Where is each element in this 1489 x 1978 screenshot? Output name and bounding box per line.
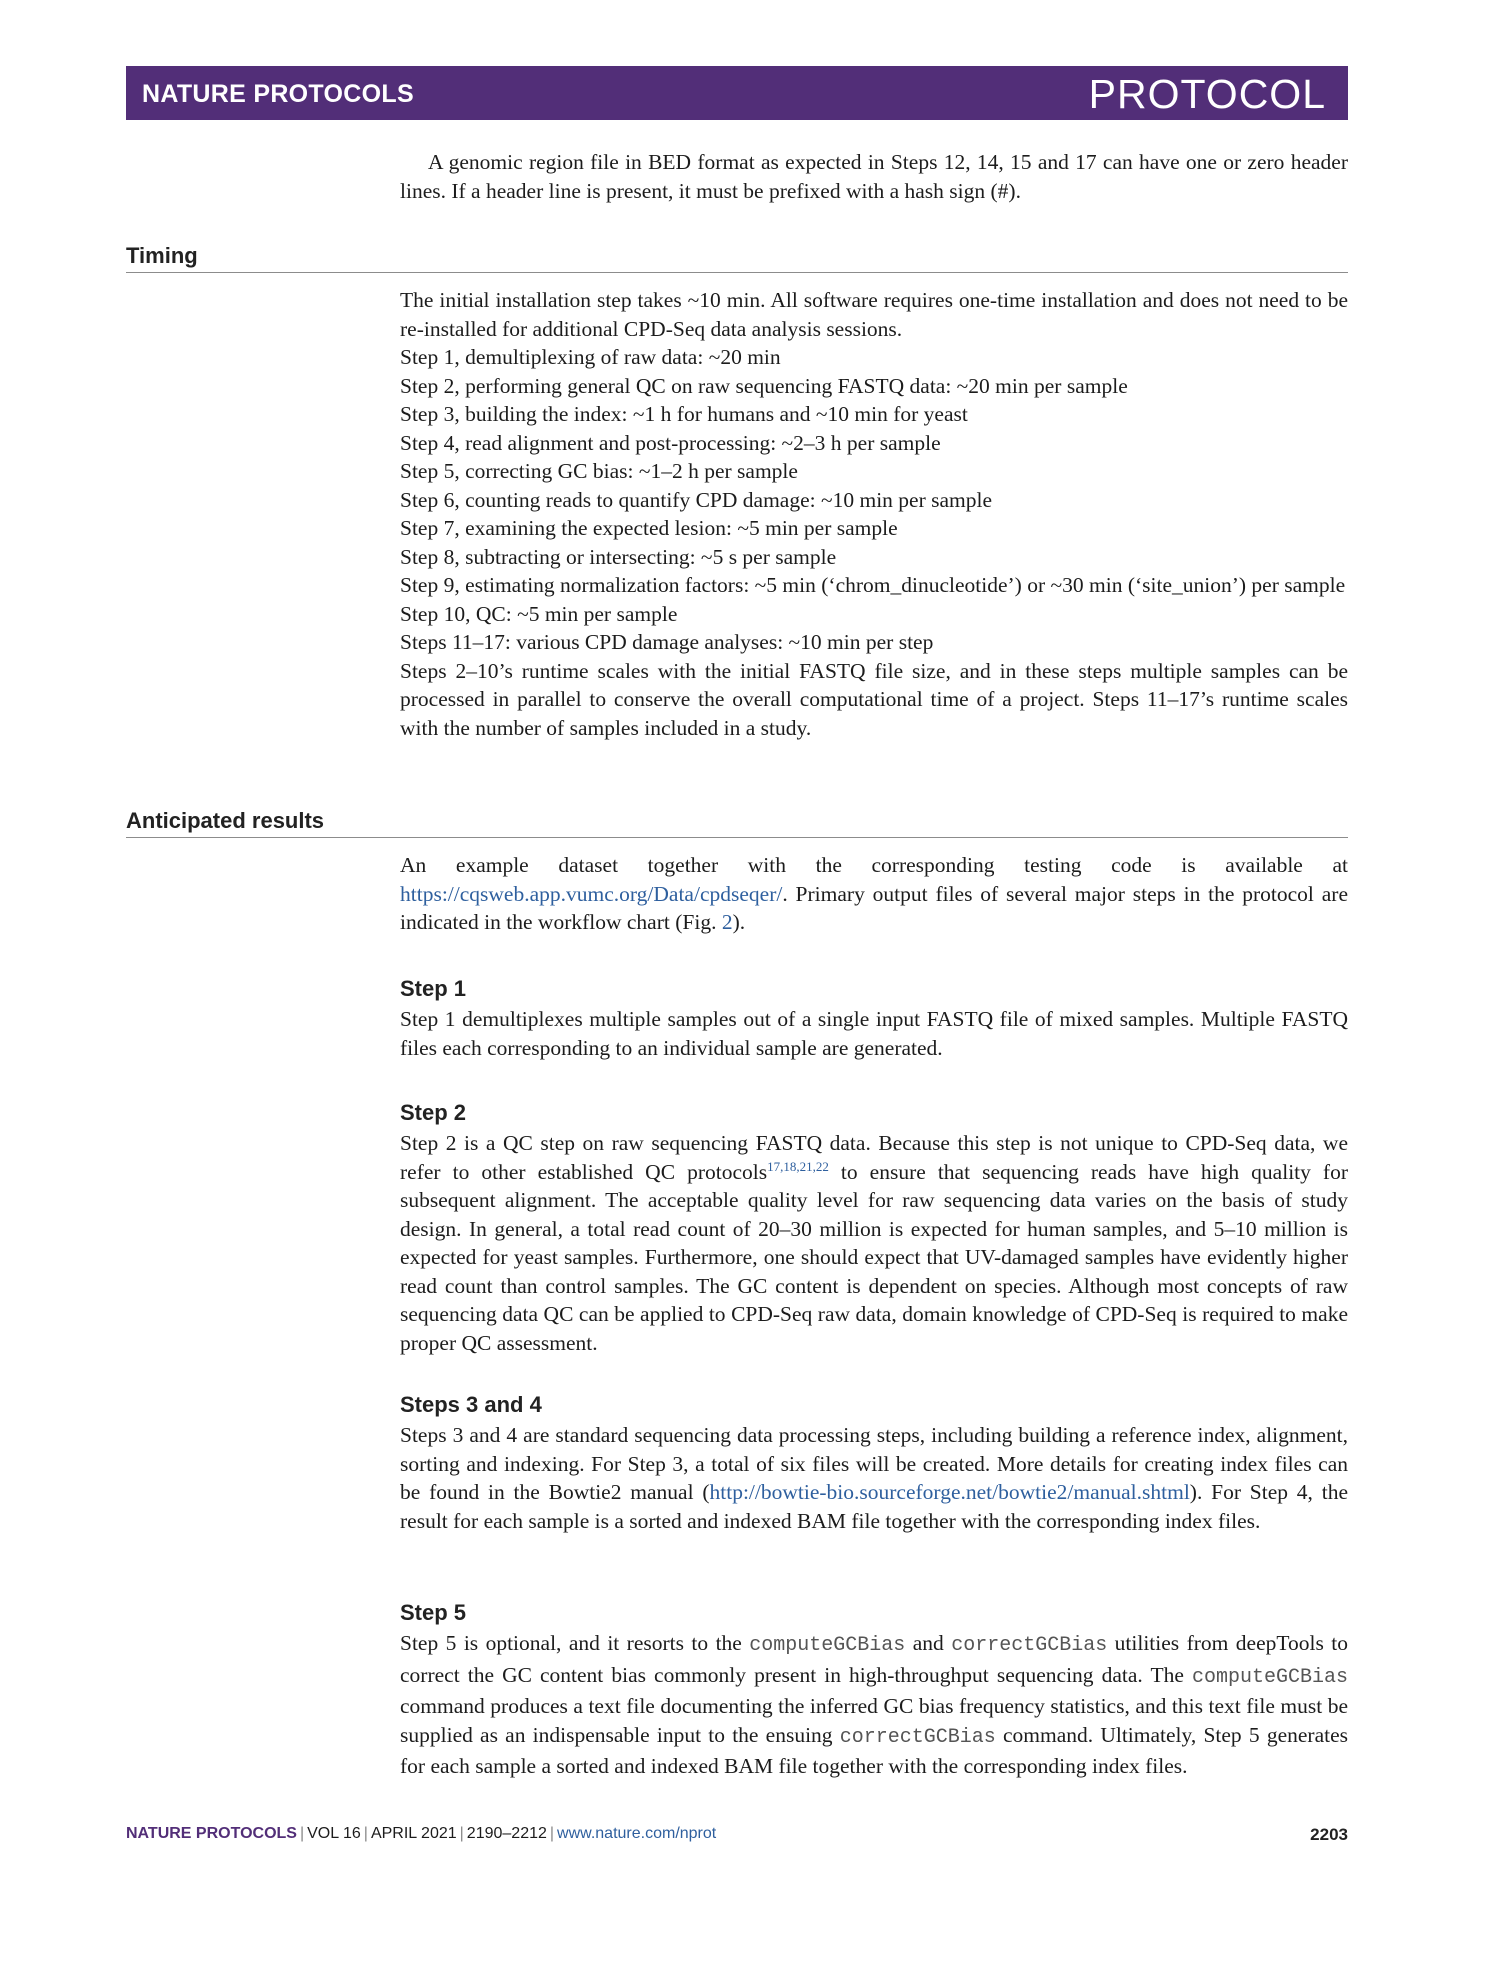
article-type: PROTOCOL [1088,71,1326,117]
timing-step: Step 4, read alignment and post-processing: ~2–3 h per sample [400,430,941,455]
step5-text: Step 5 is optional, and it resorts to the computeGCBias and correctGCBias utilities from deepTools to correct the GC content bias commonly present in high-throughput sequencing data. The computeGCBias command produces a text file documenting the inferred GC bias frequency statistics, and this text file must be supplied as an indispensable input to the ensuing correctGCBias command. Ultimately, Step 5 generates for each sample a sorted and indexed BAM file together with the corresponding index files. [400,1631,1348,1778]
journal-name: NATURE PROTOCOLS [142,80,414,108]
timing-step: Step 2, performing general QC on raw sequencing FASTQ data: ~20 min per sample [400,373,1128,398]
reference-citations[interactable]: 17,18,21,22 [767,1158,829,1174]
timing-step: Step 6, counting reads to quantify CPD damage: ~10 min per sample [400,487,993,512]
timing-step: Step 7, examining the expected lesion: ~5 min per sample [400,516,898,540]
step1-heading: Step 1 [400,976,467,1001]
footer-pages: 2190–2212 [466,1825,547,1842]
timing-heading: Timing [126,241,1348,273]
timing-step: Steps 11–17: various CPD damage analyses: ~10 min per step [400,630,934,654]
page-number: 2203 [1310,1825,1348,1844]
timing-step: Step 5, correcting GC bias: ~1–2 h per sample [400,459,798,483]
step2-heading: Step 2 [400,1100,467,1125]
footer-volume: VOL 16 [307,1825,361,1842]
timing-step: Step 10, QC: ~5 min per sample [400,601,678,626]
dataset-link[interactable]: https://cqsweb.app.vumc.org/Data/cpdseqer/ [400,881,783,906]
timing-step: Step 1, demultiplexing of raw data: ~20 min [400,345,781,369]
footer-journal: NATURE PROTOCOLS [126,1825,297,1842]
timing-step: Step 8, subtracting or intersecting: ~5 s per sample [400,544,837,569]
steps-3-4-text: Steps 3 and 4 are standard sequencing data processing steps, including building a reference index, alignment, sorting and indexing. For Step 3, a total of six files will be created. More details for creating index files can be found in the Bowtie2 manual (http://bowtie-bio.sourceforge.net/bowtie2/manual.shtml). For Step 4, the result for each sample is a sorted and indexed BAM file together with the corresponding index files. [400,1423,1348,1533]
timing-section [400,286,1348,742]
journal-banner [126,66,1348,120]
timing-step: Step 9, estimating normalization factors: ~5 min (‘chrom_dinucleotide’) or ~30 min (‘site_union’) per sample [400,573,1346,597]
step2-text: Step 2 is a QC step on raw sequencing FASTQ data. Because this step is not unique to CPD-Seq data, we refer to other established QC protocols$^{17,18,21,22}$ to ensure that sequencing reads have high quality for subsequent alignment. The acceptable quality level for raw sequencing data varies on the basis of study design. In general, a total read count of 20–30 million is expected for human samples, and 5–10 million is expected for yeast samples. Furthermore, one should expect that UV-damaged samples have evidently higher read count than control samples. The GC content is dependent on species. Although most concepts of raw sequencing data QC can be applied to CPD-Seq raw data, domain knowledge of CPD-Seq is required to make proper QC assessment. [400,1131,1348,1355]
step5-heading: Step 5 [400,1600,467,1625]
timing-intro: The initial installation step takes ~10 min. All software requires one-time installation and does not need to be re-installed for additional CPD-Seq data analysis sessions. [400,288,1348,341]
intro-paragraph: A genomic region file in BED format as expected in Steps 12, 14, 15 and 17 can have one or zero header lines. If a header line is present, it must be prefixed with a hash sign (#). [400,150,1348,203]
step1-text: Step 1 demultiplexes multiple samples out of a single input FASTQ file of mixed samples. Multiple FASTQ files each corresponding to an individual sample are generated. [400,1007,1348,1060]
anticipated-results-heading: Anticipated results [126,806,1348,838]
timing-step: Step 3, building the index: ~1 h for humans and ~10 min for yeast [400,402,968,426]
page-footer: NATURE PROTOCOLS | VOL 16 | APRIL 2021 | 2190–2212 | www.nature.com/nprot 2203 [126,1825,1348,1844]
figure-link[interactable]: 2 [721,910,733,934]
steps-3-4-heading: Steps 3 and 4 [400,1392,542,1417]
timing-closing: Steps 2–10’s runtime scales with the initial FASTQ file size, and in these steps multiple samples can be processed in parallel to conserve the overall computational time of a project. Steps 11–17’s runtime scales with the number of samples included in a study. [400,658,1348,740]
bowtie2-manual-link[interactable]: http://bowtie-bio.sourceforge.net/bowtie2/manual.shtml [709,1480,1190,1504]
footer-url[interactable]: www.nature.com/nprot [557,1825,717,1842]
footer-date: APRIL 2021 [370,1825,457,1842]
anticipated-intro: An example dataset together with the corresponding testing code is available at https://cqsweb.app.vumc.org/Data/cpdseqer/. Primary output files of several major steps in the protocol are indicated in the workflow chart (Fig. 2). [400,853,1348,934]
